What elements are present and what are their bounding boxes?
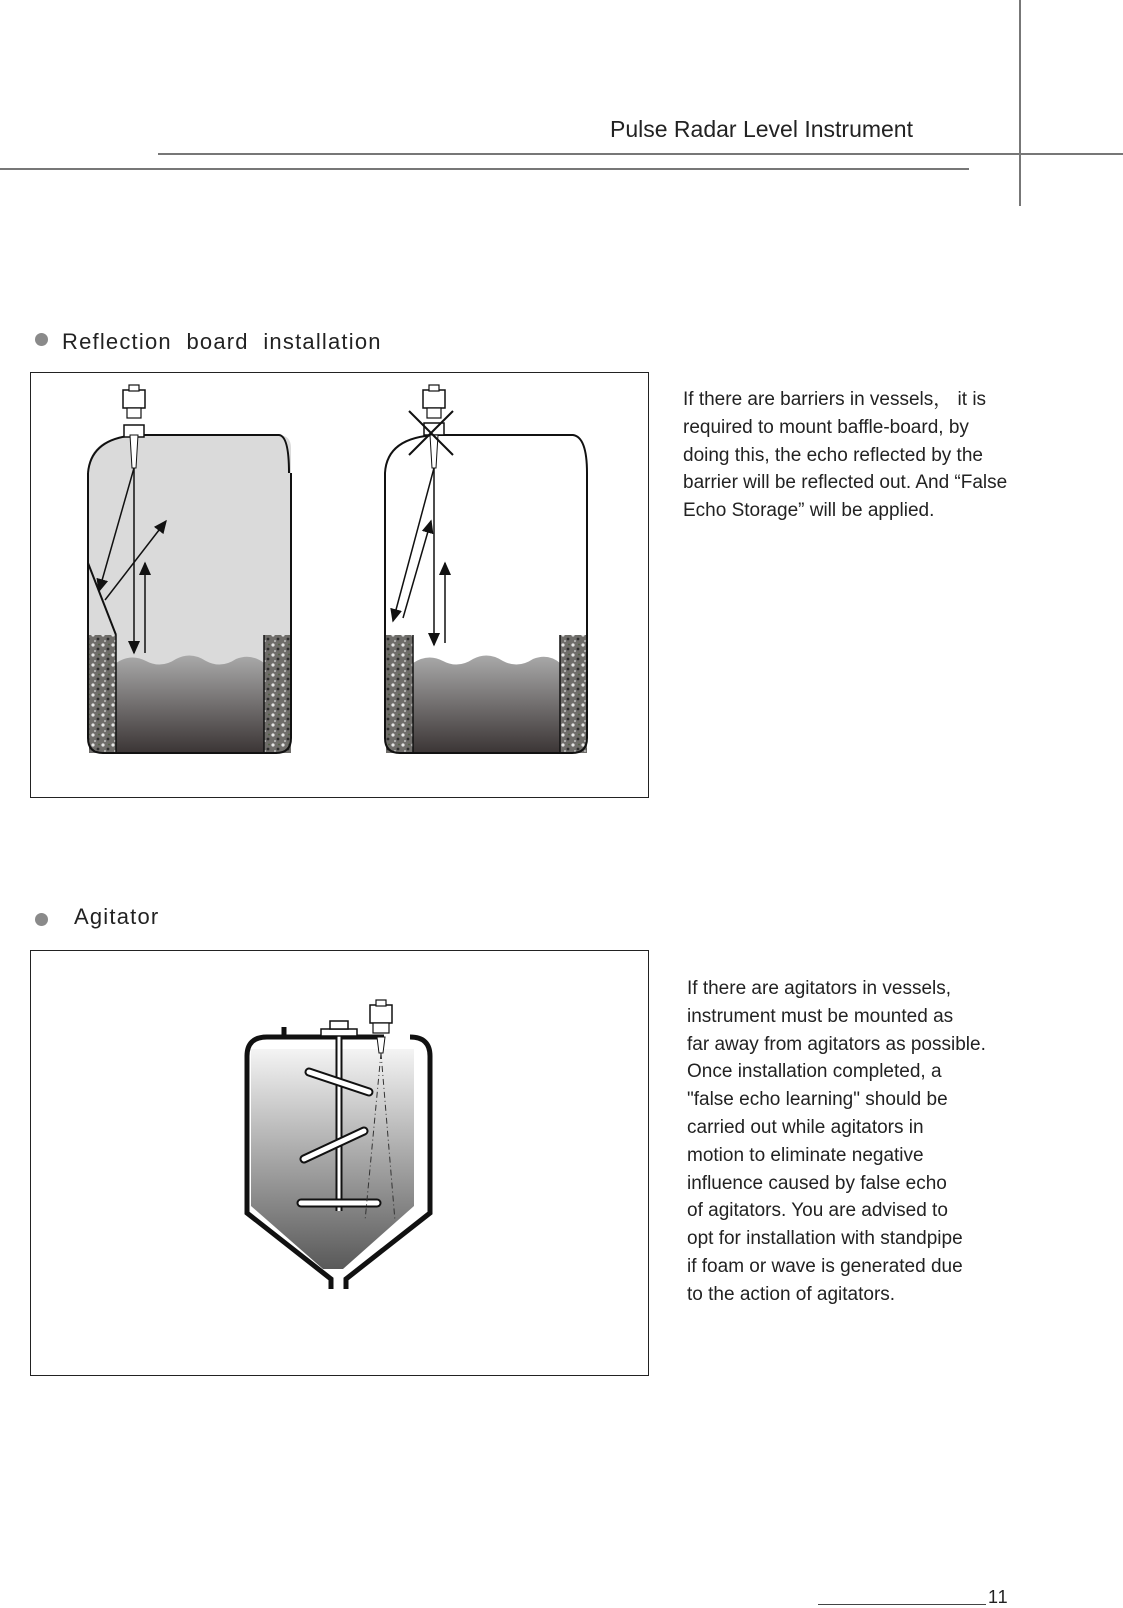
page-header-title: Pulse Radar Level Instrument	[610, 116, 913, 142]
section-title-agitator: Agitator	[74, 904, 160, 929]
agitator-motor-flange	[321, 1029, 357, 1036]
paragraph-line: influence caused by false echo	[687, 1172, 947, 1194]
paragraph-line: if foam or wave is generated due	[687, 1255, 963, 1277]
header-vertical-rule	[1019, 0, 1021, 206]
paragraph-line: If there are barriers in vessels， it is	[683, 389, 987, 410]
paragraph-line: instrument must be mounted as	[687, 1005, 954, 1027]
agitator-vessel	[247, 1000, 430, 1289]
paragraph-line: "false echo learning" should be	[687, 1089, 948, 1111]
section-bullet	[35, 333, 48, 346]
paragraph-line: opt for installation with standpipe	[687, 1228, 963, 1250]
footer-rule	[818, 1604, 986, 1605]
paragraph-line: far away from agitators as possible.	[687, 1033, 986, 1055]
paragraph-line: carried out while agitators in	[687, 1116, 924, 1138]
paragraph-line: doing this, the echo reflected by the	[683, 444, 983, 466]
section-bullet	[35, 913, 48, 926]
header-bottom-rule	[0, 168, 969, 170]
paragraph-line: of agitators. You are advised to	[687, 1200, 948, 1222]
reflection-board-figure	[30, 372, 649, 798]
paragraph-line: barrier will be reflected out. And “False	[683, 472, 1008, 494]
paragraph-line: Echo Storage” will be applied.	[683, 500, 935, 522]
reflection-board-paragraph	[683, 386, 1007, 525]
paragraph-line: to the action of agitators.	[687, 1283, 896, 1305]
radar-instrument-icon	[123, 390, 145, 408]
vessel-with-baffle	[88, 385, 291, 753]
radar-instrument-icon	[370, 1005, 392, 1023]
agitator-paragraph	[687, 975, 986, 1309]
paragraph-line: required to mount baffle-board, by	[683, 416, 969, 438]
agitator-figure	[30, 950, 649, 1376]
radar-instrument-icon	[423, 390, 445, 408]
section-title-reflection-board: Reflection board installation	[62, 329, 382, 354]
paragraph-line: If there are agitators in vessels,	[687, 978, 952, 999]
page-number: 11	[988, 1587, 1009, 1607]
header-right-rule	[1019, 153, 1123, 155]
reflection-board-diagram	[31, 373, 650, 799]
vessel-without-baffle	[385, 385, 587, 753]
paragraph-line: motion to eliminate negative	[687, 1144, 924, 1166]
header-top-rule	[158, 153, 1019, 155]
paragraph-line: Once installation completed, a	[687, 1061, 942, 1083]
agitator-diagram	[31, 951, 650, 1377]
